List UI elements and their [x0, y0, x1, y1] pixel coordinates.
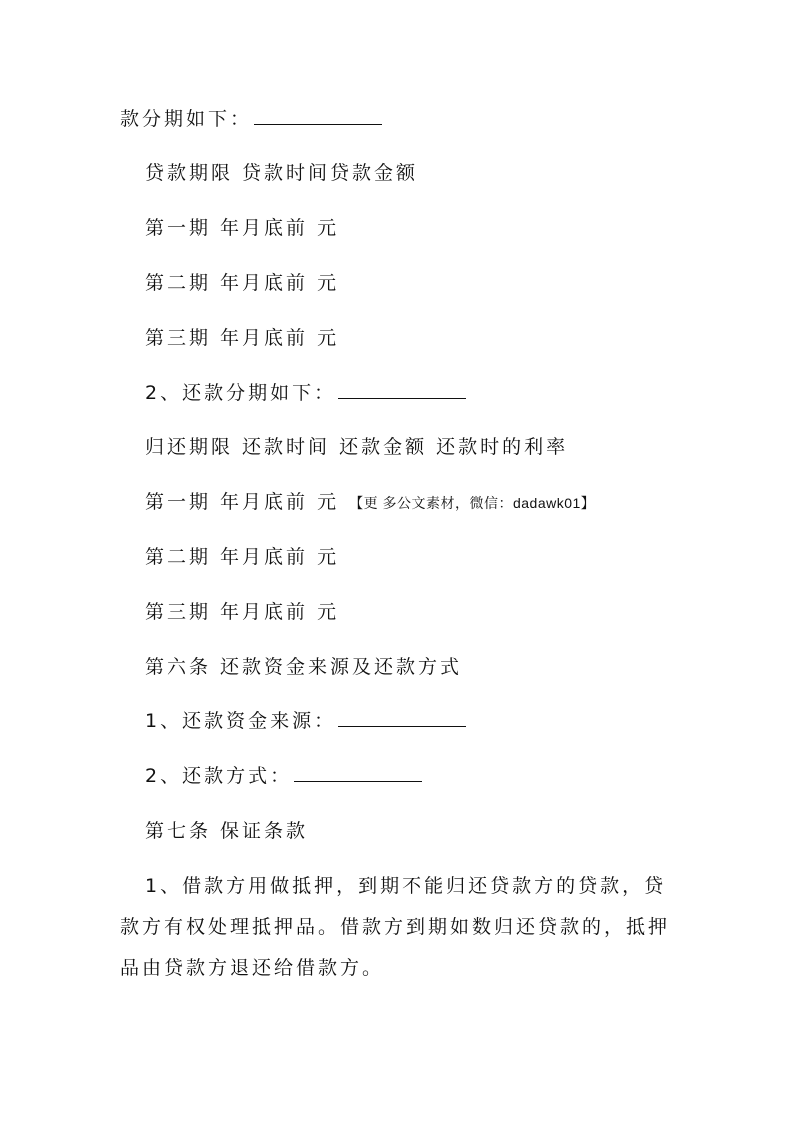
- text: 第一期 年月底前 元: [145, 491, 340, 513]
- text-line: 第三期 年月底前 元: [145, 327, 340, 349]
- paragraph: 1、借款方用做抵押，到期不能归还贷款方的贷款，贷款方有权处理抵押品。借款方到期如数归还贷款的，抵押品由贷款方退还给借款方。: [120, 875, 671, 979]
- text-line: 第二期 年月底前 元: [145, 546, 340, 568]
- text-line: [145, 708, 466, 734]
- table-header-repay: 归还期限 还款时间 还款金额 还款时的利率: [145, 436, 569, 458]
- text-line: [120, 106, 382, 132]
- text-line: 第二期 年月底前 元: [145, 272, 340, 294]
- section-heading: 第六条 还款资金来源及还款方式: [145, 656, 463, 678]
- blank-underline: [254, 106, 382, 125]
- table-header-loan: 贷款期限 贷款时间贷款金额: [145, 162, 419, 184]
- text-line: [145, 489, 595, 516]
- blank-underline: [338, 380, 466, 399]
- text-line: 第三期 年月底前 元: [145, 601, 340, 623]
- text: 2、还款分期如下：: [145, 382, 337, 404]
- blank-underline: [338, 708, 466, 727]
- text: 1、还款资金来源：: [145, 710, 337, 732]
- watermark-note: 【更 多公文素材，微信：dadawk01】: [349, 495, 596, 511]
- blank-underline: [294, 763, 422, 782]
- text-line: [145, 763, 422, 789]
- text-line: 第一期 年月底前 元: [145, 217, 340, 239]
- text: 2、还款方式：: [145, 765, 293, 787]
- text: 款分期如下：: [120, 108, 253, 130]
- section-heading: 第七条 保证条款: [145, 820, 309, 842]
- text-line: [145, 380, 466, 406]
